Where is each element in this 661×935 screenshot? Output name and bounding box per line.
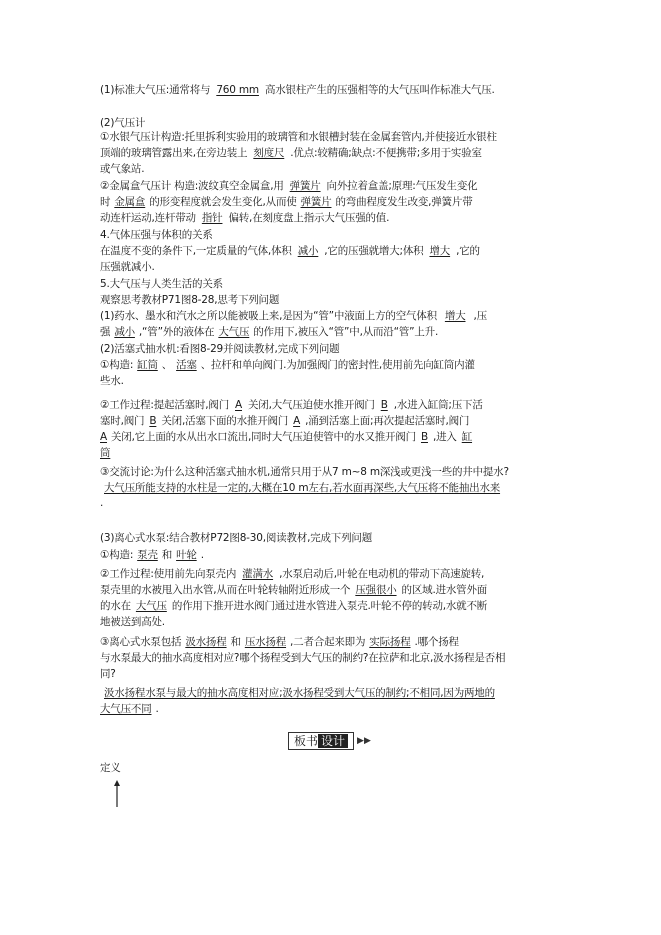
text: ,涌到活塞上面;再次提起活塞时,阀门 <box>305 415 470 427</box>
text-line <box>100 600 570 613</box>
section-heading: 5.大气压与人类生活的关系 <box>100 278 223 290</box>
text: 关闭,它上面的水从出水口流出,同时大气压迫使管中的水又推开阀门 <box>110 431 416 443</box>
answer-blank: 减小 <box>114 326 135 338</box>
text: ③离心式水泵包括 <box>100 636 182 648</box>
text-line <box>100 431 570 444</box>
board-label-text: 板书 <box>294 734 319 748</box>
text: 观察思考教材P71图8-28,思考下列问题 <box>100 294 280 306</box>
text: ,“管”外的液体在 <box>138 326 215 338</box>
answer-blank: 大气压 <box>135 600 167 612</box>
text: 地被送到高处. <box>100 616 165 628</box>
section-heading: 4.气体压强与体积的关系 <box>100 229 213 241</box>
answer-blank: 减小 <box>297 245 319 257</box>
text: 压强就减小. <box>100 261 155 273</box>
text: 和 <box>161 549 173 561</box>
answer-blank: 大气压所能支持的水柱是一定的,大概在10 m左右,若水面再深些,大气压将不能抽出水来 <box>104 482 501 494</box>
text-line <box>100 549 570 562</box>
text: ①水银气压计构造:托里拆利实验用的玻璃管和水银槽封装在金属套管内,并使接近水银柱 <box>100 131 497 143</box>
text-line <box>100 687 570 700</box>
text: ,水泵启动后,叶轮在电动机的带动下高速旋转, <box>279 568 485 580</box>
text-line <box>100 212 570 225</box>
text: .优点:较精确;缺点:不便携带;多用于实验室 <box>290 147 482 159</box>
up-arrow-icon <box>116 780 118 806</box>
text-line <box>100 584 570 597</box>
answer-blank: 金属盒 <box>114 196 146 208</box>
text-line <box>100 415 570 428</box>
text: ,压 <box>473 310 487 322</box>
text: . <box>200 549 204 561</box>
text: (1)药水、墨水和汽水之所以能被吸上来,是因为“管”中液面上方的空气体积 <box>100 310 437 322</box>
text: ,水进入缸筒;压下活 <box>393 399 483 411</box>
text: ②工作过程:提起活塞时,阀门 <box>100 399 229 411</box>
answer-blank: 泵壳 <box>137 549 158 561</box>
text: 的作用下,被压入“管”中,从而沿“管”上升. <box>253 326 439 338</box>
answer-blank: A <box>100 431 107 443</box>
text: 泵壳里的水被甩入出水管,从而在叶轮转轴附近形成一个 <box>100 584 351 596</box>
text: 的弯曲程度发生改变,弹簧片带 <box>335 196 473 208</box>
text: 在温度不变的条件下,一定质量的气体,体积 <box>100 245 292 257</box>
answer-blank: 缸筒 <box>137 359 158 371</box>
text: ③交流讨论:为什么这种活塞式抽水机,通常只用于从7 m~8 m深浅或更浅一些的井中提水? <box>100 466 509 478</box>
answer-blank: 760 mm <box>216 84 259 96</box>
text: 或气象站. <box>100 163 145 175</box>
answer-blank: 增大 <box>429 245 451 257</box>
text: 向外拉着盒盖;原理:气压发生变化 <box>326 180 478 192</box>
text: 的区域.进水管外面 <box>401 584 488 596</box>
text: 动连杆运动,连杆带动 <box>100 212 196 224</box>
text: ,它的压强就增大;体积 <box>324 245 424 257</box>
answer-blank: 灌满水 <box>242 568 274 580</box>
text: 与水泵最大的抽水高度相对应?哪个扬程受到大气压的制约?在拉萨和北京,汲水扬程是否相 <box>100 652 506 664</box>
text: 同? <box>100 668 116 680</box>
answer-blank: B <box>380 399 388 411</box>
text-line <box>100 359 570 372</box>
answer-blank: 指针 <box>201 212 223 224</box>
text-line <box>100 147 570 160</box>
answer-blank: A <box>293 415 301 427</box>
text: 塞时,阀门 <box>100 415 145 427</box>
text: (1)标准大气压:通常将与 <box>100 84 211 96</box>
text: ②金属盒气压计 构造:波纹真空金属盒,用 <box>100 180 284 192</box>
answer-blank: 叶轮 <box>176 549 197 561</box>
answer-blank: 大气压 <box>218 326 250 338</box>
board-label-highlight: 设计 <box>318 734 348 748</box>
text: ,它的 <box>456 245 480 257</box>
answer-blank: 实际扬程 <box>369 636 411 648</box>
sub-heading: (3)离心式水泵:结合教材P72图8-30,阅读教材,完成下列问题 <box>100 532 373 544</box>
answer-blank: B <box>149 415 157 427</box>
text: ①构造: <box>100 549 134 561</box>
answer-blank: 筒 <box>100 447 111 459</box>
text: 强 <box>100 326 111 338</box>
text-line <box>100 180 570 193</box>
text: 和 <box>230 636 241 648</box>
text-line <box>100 636 570 649</box>
double-arrow-icon: ▶▶ <box>357 736 371 746</box>
text: 、 <box>161 359 173 371</box>
text: 顶端的玻璃管露出来,在旁边装上 <box>100 147 248 159</box>
answer-blank: A <box>235 399 242 411</box>
text: ①构造: <box>100 359 134 371</box>
text: 高水银柱产生的压强相等的大气压叫作标准大气压. <box>264 84 495 96</box>
text-line <box>100 196 570 209</box>
board-label-box <box>288 732 354 750</box>
text: 的水在 <box>100 600 131 612</box>
answer-blank: 刻度尺 <box>253 147 285 159</box>
text: ,进入 <box>432 431 457 443</box>
text: 、拉杆和单向阀门.为加强阀门的密封性,使用前先向缸筒内灌 <box>200 359 475 371</box>
section-heading: (2)气压计 <box>100 117 146 129</box>
answer-blank: B <box>420 431 428 443</box>
answer-blank: 活塞 <box>176 359 197 371</box>
answer-blank: 压水扬程 <box>244 636 287 648</box>
answer-blank: 大气压不同 <box>100 703 152 715</box>
answer-blank: 弹簧片 <box>300 196 332 208</box>
text: 些水. <box>100 375 124 387</box>
text-line <box>100 399 570 412</box>
text-line <box>100 310 570 323</box>
text: ②工作过程:使用前先向泵壳内 <box>100 568 237 580</box>
answer-blank: 汲水扬程水泵与最大的抽水高度相对应;汲水扬程受到大气压的制约;不相同,因为两地的 <box>104 687 495 699</box>
text-line <box>100 245 570 258</box>
answer-blank: 缸 <box>461 431 473 443</box>
definition-label: 定义 <box>100 762 121 774</box>
text: 的作用下推开进水阀门通过进水管进入泵壳.叶轮不停的转动,水就不断 <box>171 600 488 612</box>
text: 的形变程度就会发生变化,从而使 <box>149 196 297 208</box>
answer-blank: 弹簧片 <box>289 180 321 192</box>
text: 关闭,大气压迫使水推开阀门 <box>247 399 375 411</box>
text: 时 <box>100 196 111 208</box>
text: . <box>100 497 104 509</box>
text: ,二者合起来即为 <box>290 636 366 648</box>
answer-blank: 汲水扬程 <box>185 636 227 648</box>
sub-heading: (2)活塞式抽水机:看图8-29并阅读教材,完成下列问题 <box>100 343 340 355</box>
text-line <box>100 703 570 716</box>
text-line <box>100 447 570 460</box>
text-line <box>100 568 570 581</box>
text: 关闭,活塞下面的水推开阀门 <box>161 415 289 427</box>
text-line <box>100 326 570 339</box>
answer-blank: 压强很小 <box>355 584 397 596</box>
text: . <box>155 703 159 715</box>
text: 偏转,在刻度盘上指示大气压强的值. <box>228 212 390 224</box>
text-line <box>100 482 570 495</box>
board-design-label <box>288 732 371 750</box>
answer-blank: 增大 <box>444 310 466 322</box>
standard-pressure-line <box>100 84 570 97</box>
text: .哪个扬程 <box>414 636 459 648</box>
